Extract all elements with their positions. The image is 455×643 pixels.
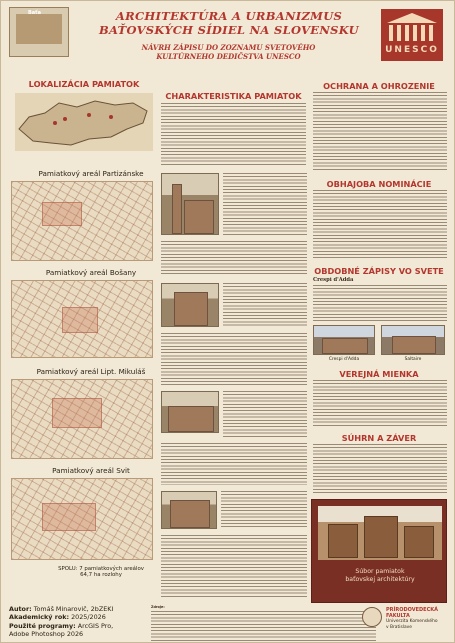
slovakia-map <box>15 93 153 151</box>
software-label: Použité programy: <box>9 621 76 630</box>
faculty-logo <box>386 607 450 631</box>
characteristics-text-9 <box>161 535 307 599</box>
world-subheading: Crespi d'Adda <box>313 277 354 283</box>
map-liptovsky-mikulas <box>11 379 153 459</box>
sources-text <box>151 611 376 641</box>
poster-title <box>89 9 369 37</box>
characteristics-text-4 <box>223 283 307 327</box>
subtitle-line-2: KULTÚRNEHO DEDIČSTVA UNESCO <box>156 52 301 61</box>
nomination-heading: OBHAJOBA NOMINÁCIE <box>326 179 432 189</box>
spolu-line-1: SPOLU: 7 pamiatkových areálov <box>58 566 144 572</box>
faculty-line-3: Univerzita Komenského <box>386 619 438 624</box>
temple-roof-icon <box>387 13 437 23</box>
bosany-building-photo <box>161 283 219 327</box>
crespi-caption: Crespi d'Adda <box>328 357 360 362</box>
map-bosany <box>11 280 153 358</box>
characteristics-heading: CHARAKTERISTIKA PAMIATOK <box>165 91 302 101</box>
saltaire-photo <box>381 325 445 355</box>
bata-logo-text: Baťa <box>28 10 41 16</box>
summary-box-line-1: Súbor pamiatok <box>355 568 405 575</box>
sources-label: Zdroje: <box>151 605 165 609</box>
title-line-1: ARCHITEKTÚRA A URBANIZMUS <box>115 9 343 23</box>
software-value-2: Adobe Photoshop 2026 <box>9 630 84 639</box>
spolu-summary <box>51 566 151 578</box>
heritage-zone <box>52 398 102 428</box>
protection-text <box>313 92 447 172</box>
author-value: Tomáš Minarovič, 2bZEKI <box>33 605 114 613</box>
year-value: 2025/2026 <box>71 613 106 622</box>
zone-label-liptovsky-mikulas: Pamiatkový areál Lipt. Mikuláš <box>36 367 146 376</box>
characteristics-text-2 <box>223 173 307 235</box>
characteristics-text-3 <box>161 241 307 275</box>
characteristics-text-6 <box>223 391 307 437</box>
characteristics-text-1 <box>161 103 306 167</box>
unesco-logo <box>381 9 443 61</box>
world-text <box>313 285 447 321</box>
bata-logo <box>9 7 69 57</box>
summary-box <box>311 499 447 603</box>
crespi-photo <box>313 325 375 355</box>
poster-subtitle <box>96 43 361 61</box>
street-grid <box>12 182 152 260</box>
spolu-line-2: 64,7 ha rozlohy <box>80 572 122 578</box>
bata-logo-graphic <box>16 14 62 44</box>
characteristics-text-7 <box>161 443 307 485</box>
footer-info <box>9 605 113 639</box>
svit-building-photo <box>161 491 217 529</box>
summary-text <box>313 444 447 494</box>
year-label: Akademický rok: <box>9 613 70 622</box>
protection-heading: OCHRANA A OHROZENIE <box>323 81 435 91</box>
characteristics-text-5 <box>161 333 307 385</box>
slovakia-outline-icon <box>15 93 153 151</box>
author-label: Autor: <box>9 605 32 613</box>
zone-label-svit: Pamiatkový areál Svit <box>52 466 130 475</box>
heritage-zone <box>42 202 82 226</box>
characteristics-text-8 <box>221 491 307 529</box>
temple-columns-icon <box>389 25 435 41</box>
world-heading: OBDOBNÉ ZÁPISY VO SVETE <box>314 266 444 276</box>
zone-label-partizanske: Pamiatkový areál Partizánske <box>38 169 144 178</box>
summary-heading: SÚHRN A ZÁVER <box>341 433 417 443</box>
bata-buildings-photo <box>318 506 442 560</box>
saltaire-caption: Saltaire <box>404 357 422 362</box>
map-partizanske <box>11 181 153 261</box>
title-line-2: BAŤOVSKÝCH SÍDIEL NA SLOVENSKU <box>99 23 359 37</box>
heritage-zone <box>62 307 98 333</box>
church-photo <box>161 173 219 235</box>
software-value: ArcGIS Pro, <box>77 621 114 630</box>
subtitle-line-1: NÁVRH ZÁPISU DO ZOZNAMU SVETOVÉHO <box>141 43 316 52</box>
localization-heading: LOKALIZÁCIA PAMIATOK <box>28 79 140 89</box>
map-svit <box>11 478 153 560</box>
public-opinion-heading: VEREJNÁ MIENKA <box>339 369 419 379</box>
summary-box-line-2: baťovskej architektúry <box>345 576 415 583</box>
faculty-line-1: PRÍRODOVEDECKÁ <box>386 607 439 613</box>
heritage-zone <box>42 503 96 531</box>
mikulas-building-photo <box>161 391 219 433</box>
zone-label-bosany: Pamiatkový areál Bošany <box>45 268 137 277</box>
nomination-text <box>313 190 447 260</box>
faculty-line-2: FAKULTA <box>386 613 410 619</box>
summary-box-caption <box>312 568 448 584</box>
unesco-wordmark: UNESCO <box>385 45 439 55</box>
university-seal-icon <box>362 607 382 627</box>
faculty-line-4: v Bratislave <box>386 625 412 630</box>
sources-block <box>151 605 376 641</box>
public-opinion-text <box>313 380 447 426</box>
